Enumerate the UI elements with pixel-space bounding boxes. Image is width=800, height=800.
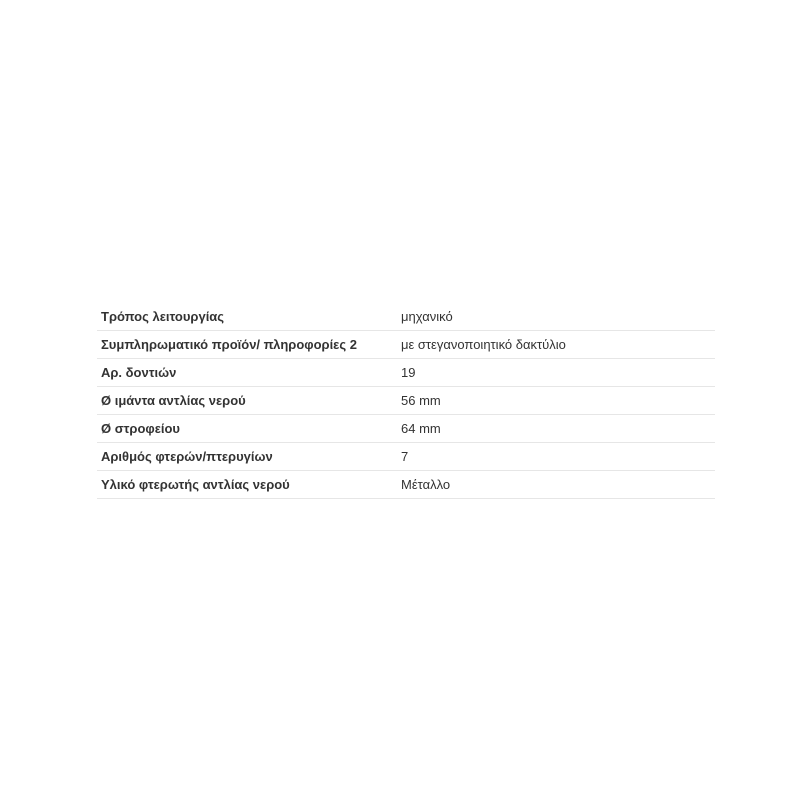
spec-row xyxy=(97,387,715,415)
spec-label: Συμπληρωματικό προϊόν/ πληροφορίες 2 xyxy=(101,337,357,352)
spec-label: Ø στροφείου xyxy=(101,421,180,436)
spec-table xyxy=(97,302,715,499)
spec-row xyxy=(97,331,715,359)
spec-label: Υλικό φτερωτής αντλίας νερού xyxy=(101,477,290,492)
spec-row xyxy=(97,415,715,443)
spec-label: Ø ιμάντα αντλίας νερού xyxy=(101,393,246,408)
spec-label: Αρ. δοντιών xyxy=(101,365,177,380)
spec-row xyxy=(97,302,715,331)
spec-row xyxy=(97,359,715,387)
spec-value: 64 mm xyxy=(401,421,441,436)
spec-value: 7 xyxy=(401,449,409,464)
spec-row xyxy=(97,443,715,471)
spec-value: με στεγανοποιητικό δακτύλιο xyxy=(401,337,566,352)
spec-row xyxy=(97,471,715,499)
spec-value: 56 mm xyxy=(401,393,441,408)
spec-value: 19 xyxy=(401,365,416,380)
spec-label: Τρόπος λειτουργίας xyxy=(101,308,225,324)
spec-value: μηχανικό xyxy=(401,308,453,324)
spec-value: Μέταλλο xyxy=(401,477,451,492)
spec-label: Αριθμός φτερών/πτερυγίων xyxy=(101,449,273,464)
